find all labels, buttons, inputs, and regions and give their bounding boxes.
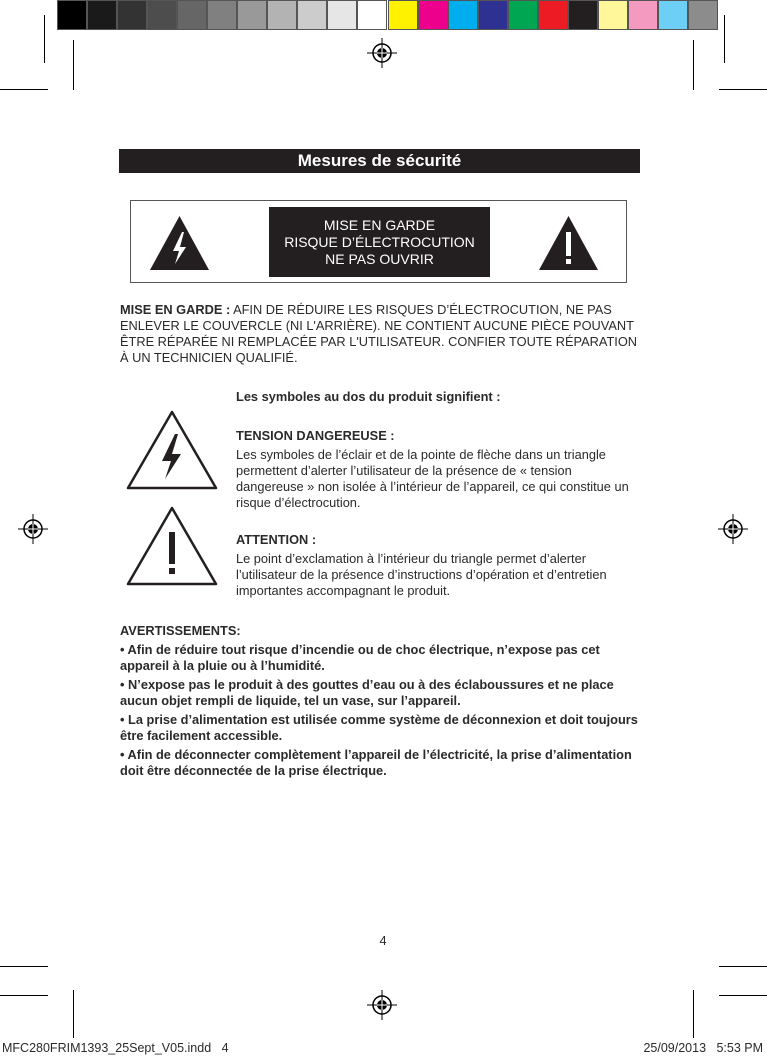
crop-mark [0, 995, 48, 996]
crop-mark [73, 990, 74, 1038]
lightning-triangle-icon [148, 214, 211, 272]
caution-text: AFIN DE RÉDUIRE LES RISQUES D’ÉLECTROCUTION, NE PAS ENLEVER LE COUVERCLE (NI L'ARRIÈRE). NE CONTIENT AUCUNE PIÈCE POUVANT ÊTRE RÉPARÉE NI REMPLACÉE PAR L'UTILISATEUR. CONFIER TOUTE RÉPARATION À UN TECHNICIEN QUALIFIÉ. [120, 302, 638, 365]
color-swatch [508, 0, 538, 30]
caution-paragraph [120, 302, 640, 366]
color-swatch [207, 0, 237, 30]
symbols-heading: Les symboles au dos du produit signifient : [236, 389, 501, 404]
dangerous-voltage-icon [125, 409, 219, 491]
warning-plate-line1: MISE EN GARDE [323, 216, 436, 233]
crop-mark [693, 40, 694, 90]
danger-text: Les symboles de l’éclair et de la pointe de flèche dans un triangle permettent d’alerter l’utilisateur de la présence de « tension dangereuse » non isolée à l’intérieur de l’appareil, ce qui constitue un risque d’électrocution. [236, 447, 629, 510]
danger-heading: TENSION DANGEREUSE : [236, 428, 395, 443]
attention-exclamation-icon [125, 505, 219, 587]
crop-mark [719, 966, 767, 967]
color-swatch [177, 0, 207, 30]
warning-plate [269, 207, 490, 277]
warning-plate-line3: NE PAS OUVRIR [325, 250, 434, 267]
color-swatch [478, 0, 508, 30]
color-swatch [267, 0, 297, 30]
warning-item: • N’expose pas le produit à des gouttes d’eau ou à des éclaboussures et ne place aucun objet rempli de liquide, tel un vase, sur l’appareil. [120, 677, 614, 708]
color-swatch [57, 0, 87, 30]
crop-mark [44, 15, 45, 63]
color-swatch [418, 0, 448, 30]
color-swatch [357, 0, 387, 30]
crop-mark [719, 89, 767, 90]
registration-mark-icon [367, 990, 397, 1020]
crop-mark [719, 995, 767, 996]
color-swatch [568, 0, 598, 30]
crop-mark [0, 966, 48, 967]
warnings-heading: AVERTISSEMENTS: [120, 623, 241, 638]
color-swatch [237, 0, 267, 30]
crop-mark [693, 990, 694, 1038]
color-swatch [297, 0, 327, 30]
color-swatch [538, 0, 568, 30]
attention-text: Le point d’exclamation à l’intérieur du triangle permet d’alerter l’utilisateur de la présence d’instructions d’opération et d’entretien importantes accompagnant le produit. [236, 551, 607, 598]
color-swatch [147, 0, 177, 30]
crop-mark [0, 89, 48, 90]
caution-label: MISE EN GARDE : [120, 302, 231, 317]
exclamation-triangle-icon [537, 214, 600, 272]
grayscale-color-bar [57, 0, 387, 30]
process-color-bar [388, 0, 718, 30]
color-swatch [117, 0, 147, 30]
footer-filename: MFC280FRIM1393_25Sept_V05.indd 4 [2, 1041, 229, 1055]
color-swatch [628, 0, 658, 30]
crop-mark [73, 40, 74, 90]
page-title: Mesures de sécurité [119, 149, 640, 173]
warning-item: • Afin de déconnecter complètement l’appareil de l’électricité, la prise d’alimentation doit être déconnectée de la prise électrique. [120, 747, 632, 778]
registration-mark-icon [367, 38, 397, 68]
page-number: 4 [379, 933, 387, 948]
color-swatch [388, 0, 418, 30]
registration-mark-icon [18, 514, 48, 544]
warning-plate-line2: RISQUE D’ÉLECTROCUTION [284, 233, 475, 250]
color-swatch [598, 0, 628, 30]
crop-mark [724, 15, 725, 63]
color-swatch [327, 0, 357, 30]
warning-item: • Afin de réduire tout risque d’incendie ou de choc électrique, n’expose pas cet appareil à la pluie ou à l’humidité. [120, 642, 600, 673]
footer-datetime: 25/09/2013 5:53 PM [643, 1041, 763, 1055]
warning-item: • La prise d’alimentation est utilisée comme système de déconnexion et doit toujours être facilement accessible. [120, 712, 638, 743]
color-swatch [87, 0, 117, 30]
color-swatch [448, 0, 478, 30]
color-swatch [658, 0, 688, 30]
attention-heading: ATTENTION : [236, 532, 317, 547]
registration-mark-icon [718, 514, 748, 544]
color-swatch [688, 0, 718, 30]
